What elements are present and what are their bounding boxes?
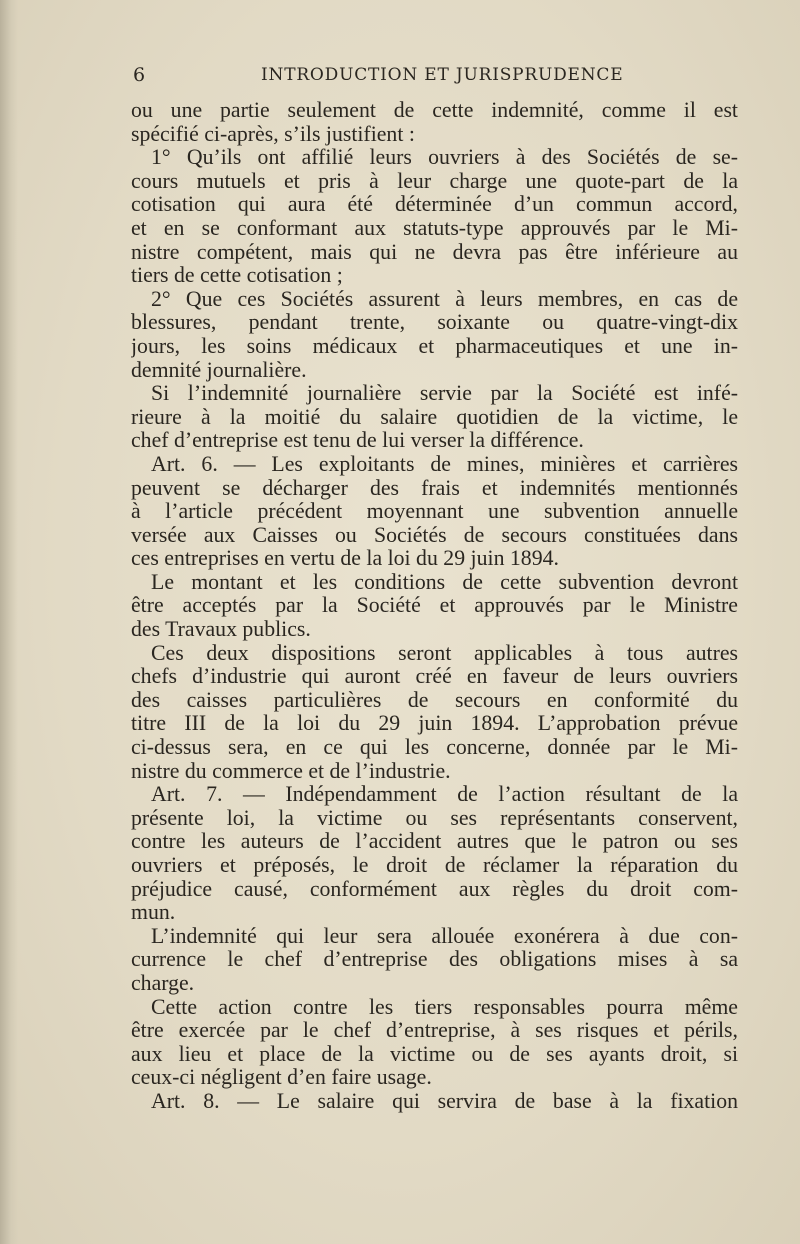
text-line: Le montant et les conditions de cette subvention devront — [151, 570, 738, 594]
spine-shadow — [0, 0, 18, 1244]
text-line: ci-dessus sera, en ce qui les concerne, donnée par le Mi- — [131, 736, 738, 760]
text-line: rieure à la moitié du salaire quotidien de la victime, le — [131, 405, 738, 429]
text-line: chef d’entreprise est tenu de lui verser la différence. — [131, 429, 584, 453]
text-line: ou une partie seulement de cette indemnité, comme il est — [131, 99, 738, 122]
text-line: et en se conformant aux statuts-type approuvés par le Mi- — [131, 216, 738, 240]
text-line: être exercée par le chef d’entreprise, à ses risques et périls, — [131, 1019, 738, 1043]
text-line: chefs d’industrie qui auront créé en faveur de leurs ouvriers — [131, 665, 738, 689]
text-line: spécifié ci-après, s’ils justifient : — [131, 122, 415, 146]
running-title: INTRODUCTION ET JURISPRUDENCE — [261, 65, 624, 85]
text-line: Art. 8. — Le salaire qui servira de base à la fixation — [151, 1089, 738, 1113]
text-line: ouvriers et préposés, le droit de réclamer la réparation du — [131, 854, 738, 877]
text-line: currence le chef d’entreprise des obligations mises à sa — [131, 948, 738, 972]
text-line: aux lieu et place de la victime ou de ses ayants droit, si — [131, 1042, 738, 1066]
text-line: peuvent se décharger des frais et indemnités mentionnés — [131, 476, 738, 500]
text-line: tiers de cette cotisation ; — [131, 264, 343, 288]
text-line: blessures, pendant trente, soixante ou quatre-vingt-dix — [131, 311, 738, 335]
text-line: charge. — [131, 971, 195, 995]
text-line: 1° Qu’ils ont affilié leurs ouvriers à des Sociétés de se- — [151, 146, 738, 170]
text-line: Art. 7. — Indépendamment de l’action résultant de la — [151, 783, 738, 807]
text-line: demnité journalière. — [131, 358, 307, 382]
text-line: Ces deux dispositions seront applicables à tous autres — [151, 641, 738, 665]
page-number: 6 — [133, 64, 146, 86]
text-line: des Travaux publics. — [131, 618, 311, 642]
text-line: ceux-ci négligent d’en faire usage. — [131, 1066, 432, 1090]
text-line: cotisation qui aura été déterminée d’un commun accord, — [131, 193, 738, 217]
text-line: Cette action contre les tiers responsables pourra même — [151, 995, 738, 1019]
text-line: 2° Que ces Sociétés assurent à leurs membres, en cas de — [151, 287, 738, 311]
text-line: nistre du commerce et de l’industrie. — [131, 759, 451, 783]
text-line: nistre compétent, mais qui ne devra pas être inférieure au — [131, 240, 738, 264]
text-line: Art. 6. — Les exploitants de mines, minières et carrières — [151, 452, 738, 476]
text-line: contre les auteurs de l’accident autres que le patron ou ses — [131, 830, 738, 854]
text-line: L’indemnité qui leur sera allouée exonérera à due con- — [151, 924, 738, 948]
text-line: jours, les soins médicaux et pharmaceutiques et une in- — [131, 334, 738, 358]
text-line: ces entreprises en vertu de la loi du 29 juin 1894. — [131, 547, 559, 571]
text-line: cours mutuels et pris à leur charge une quote-part de la — [131, 169, 738, 193]
text-line: versée aux Caisses ou Sociétés de secours constituées dans — [131, 523, 738, 547]
text-line: Si l’indemnité journalière servie par la Société est infé- — [151, 382, 738, 406]
text-line: préjudice causé, conformément aux règles du droit com- — [131, 877, 738, 901]
body-text — [131, 99, 738, 1114]
text-line: titre III de la loi du 29 juin 1894. L’approbation prévue — [131, 712, 738, 736]
text-line: être acceptés par la Société et approuvés par le Ministre — [131, 594, 738, 618]
text-line: des caisses particulières de secours en conformité du — [131, 688, 738, 712]
text-line: à l’article précédent moyennant une subvention annuelle — [131, 500, 738, 524]
page-header — [131, 64, 738, 90]
text-line: présente loi, la victime ou ses représentants conservent, — [131, 806, 738, 830]
text-line: mun. — [131, 901, 176, 925]
